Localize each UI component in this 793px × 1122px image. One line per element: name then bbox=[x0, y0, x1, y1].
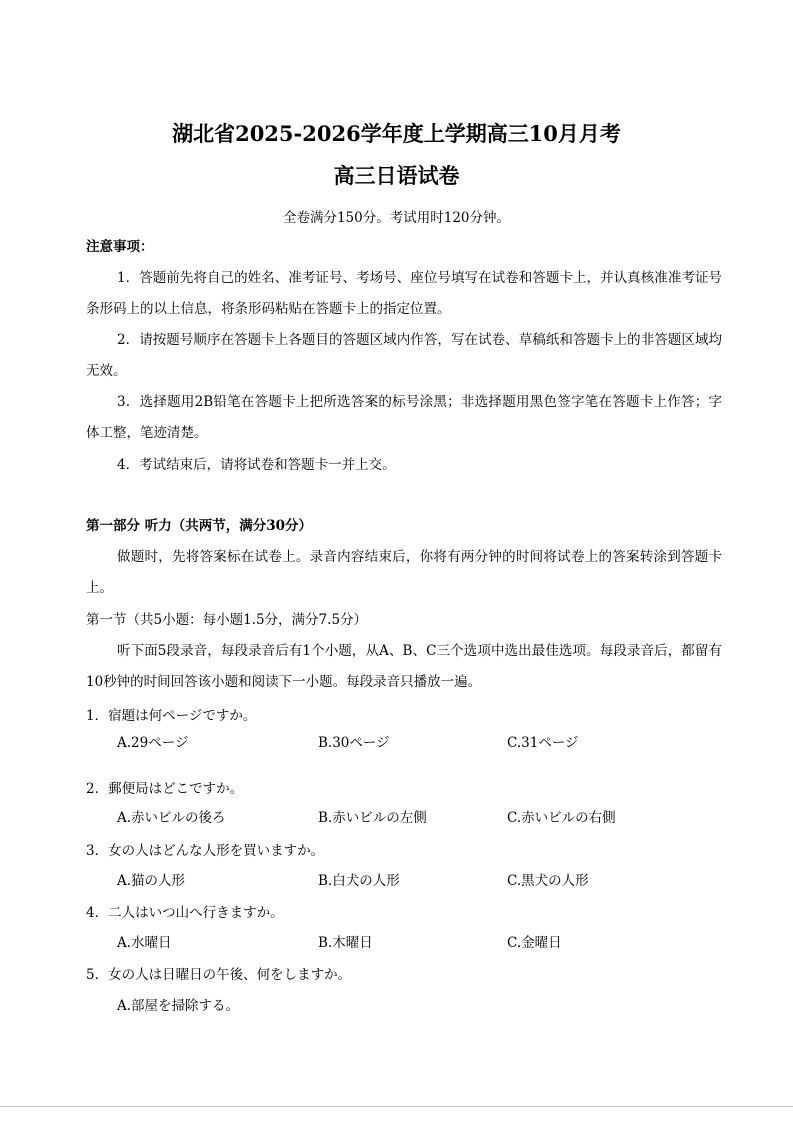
note-item-3: 3．选择题用2B铅笔在答题卡上把所选答案的标号涂黑；非选择题用黑色签字笔在答题卡上作答；字体工整，笔迹清楚。 bbox=[86, 394, 722, 441]
question-1-stem: 1．宿題は何ページですか。 bbox=[86, 708, 257, 724]
question-2-option-c: C.赤いビルの右側 bbox=[507, 810, 616, 826]
note-item-1: 1．答题前先将自己的姓名、准考证号、考场号、座位号填写在试卷和答题卡上，并认真核准准考证号条形码上的以上信息，将条形码粘贴在答题卡上的指定位置。 bbox=[86, 270, 722, 317]
part1-heading: 第一部分 听力（共两节，满分30分） bbox=[86, 518, 312, 534]
question-5-stem: 5．女の人は日曜日の午後、何をしますか。 bbox=[86, 967, 352, 983]
section1-intro: 听下面5段录音，每段录音后有1个小题，从A、B、C三个选项中选出最佳选项。每段录音后，都留有10秒钟的时间回答该小题和阅读下一小题。每段录音只播放一遍。 bbox=[86, 643, 722, 690]
note-item-4: 4．考试结束后，请将试卷和答题卡一并上交。 bbox=[117, 457, 396, 473]
question-4-option-c: C.金曜日 bbox=[507, 935, 562, 951]
question-3-option-c: C.黒犬の人形 bbox=[507, 873, 589, 889]
page-bottom-rule bbox=[0, 1106, 793, 1107]
exam-subtitle: 高三日语试卷 bbox=[333, 163, 460, 188]
question-4-stem: 4．二人はいつ山へ行きますか。 bbox=[86, 905, 284, 921]
question-2-option-a: A.赤いビルの後ろ bbox=[117, 810, 226, 826]
question-3-stem: 3．女の人はどんな人形を買いますか。 bbox=[86, 843, 325, 859]
section1-title: 第一节（共5小题：每小题1.5分，满分7.5分） bbox=[86, 612, 368, 628]
question-3-option-b: B.白犬の人形 bbox=[318, 873, 400, 889]
question-5-option-a: A.部屋を掃除する。 bbox=[117, 998, 240, 1014]
notes-heading: 注意事项： bbox=[86, 239, 154, 255]
question-4-option-a: A.水曜日 bbox=[117, 935, 172, 951]
question-1-option-a: A.29ページ bbox=[117, 735, 189, 751]
question-1-option-c: C.31ページ bbox=[507, 735, 579, 751]
exam-title: 湖北省2025-2026学年度上学期高三10月月考 bbox=[172, 121, 621, 146]
score-line: 全卷满分150分。考试用时120分钟。 bbox=[282, 210, 511, 226]
question-4-option-b: B.木曜日 bbox=[318, 935, 373, 951]
question-2-option-b: B.赤いビルの左側 bbox=[318, 810, 427, 826]
question-3-option-a: A.猫の人形 bbox=[117, 873, 186, 889]
question-1-option-b: B.30ページ bbox=[318, 735, 390, 751]
note-item-2: 2．请按题号顺序在答题卡上各题目的答题区域内作答，写在试卷、草稿纸和答题卡上的非答题区域均无效。 bbox=[86, 332, 722, 379]
question-2-stem: 2．郵便局はどこですか。 bbox=[86, 781, 244, 797]
part1-intro: 做题时，先将答案标在试卷上。录音内容结束后，你将有两分钟的时间将试卷上的答案转涂到答题卡上。 bbox=[86, 549, 722, 596]
